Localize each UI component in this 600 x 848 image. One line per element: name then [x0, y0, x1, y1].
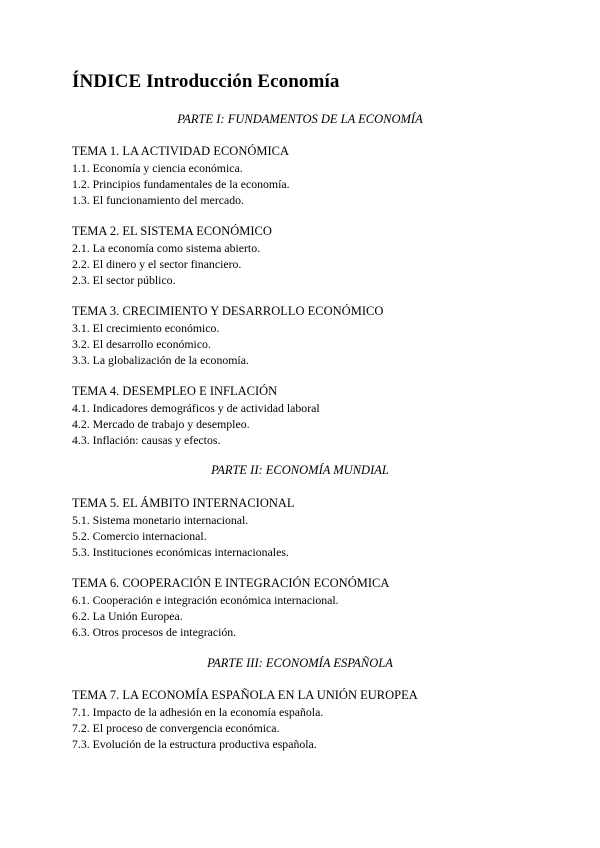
list-item: 6.3. Otros procesos de integración.: [72, 625, 237, 639]
list-item: 4.3. Inflación: causas y efectos.: [72, 433, 221, 447]
list-item: 5.3. Instituciones económicas internacionales.: [72, 545, 289, 559]
tema-4-heading: TEMA 4. DESEMPLEO E INFLACIÓN: [72, 384, 278, 398]
list-item: 1.3. El funcionamiento del mercado.: [72, 193, 244, 207]
list-item: 7.3. Evolución de la estructura productiva española.: [72, 737, 317, 751]
list-item: 6.1. Cooperación e integración económica internacional.: [72, 593, 339, 607]
list-item: 4.2. Mercado de trabajo y desempleo.: [72, 417, 250, 431]
tema-5-heading: TEMA 5. EL ÁMBITO INTERNACIONAL: [72, 496, 295, 510]
list-item: 5.1. Sistema monetario internacional.: [72, 513, 249, 527]
tema-6-heading: TEMA 6. COOPERACIÓN E INTEGRACIÓN ECONÓMICA: [72, 576, 390, 590]
list-item: 3.1. El crecimiento económico.: [72, 321, 220, 335]
list-item: 1.2. Principios fundamentales de la economía.: [72, 177, 290, 191]
tema-2-heading: TEMA 2. EL SISTEMA ECONÓMICO: [72, 224, 272, 238]
part-2-heading: PARTE II: ECONOMÍA MUNDIAL: [211, 463, 389, 477]
list-item: 4.1. Indicadores demográficos y de actividad laboral: [72, 401, 320, 415]
tema-1-heading: TEMA 1. LA ACTIVIDAD ECONÓMICA: [72, 144, 290, 158]
list-item: 5.2. Comercio internacional.: [72, 529, 207, 543]
list-item: 7.1. Impacto de la adhesión en la economía española.: [72, 705, 324, 719]
list-item: 2.2. El dinero y el sector financiero.: [72, 257, 242, 271]
list-item: 2.1. La economía como sistema abierto.: [72, 241, 261, 255]
list-item: 1.1. Economía y ciencia económica.: [72, 161, 243, 175]
tema-3-heading: TEMA 3. CRECIMIENTO Y DESARROLLO ECONÓMICO: [72, 304, 384, 318]
list-item: 3.3. La globalización de la economía.: [72, 353, 249, 367]
tema-7-heading: TEMA 7. LA ECONOMÍA ESPAÑOLA EN LA UNIÓN EUROPEA: [72, 688, 418, 702]
list-item: 6.2. La Unión Europea.: [72, 609, 183, 623]
part-3-heading: PARTE III: ECONOMÍA ESPAÑOLA: [207, 656, 393, 670]
part-1-heading: PARTE I: FUNDAMENTOS DE LA ECONOMÍA: [177, 112, 423, 126]
page-title: ÍNDICE Introducción Economía: [72, 71, 340, 92]
list-item: 7.2. El proceso de convergencia económica.: [72, 721, 280, 735]
list-item: 3.2. El desarrollo económico.: [72, 337, 211, 351]
list-item: 2.3. El sector público.: [72, 273, 176, 287]
